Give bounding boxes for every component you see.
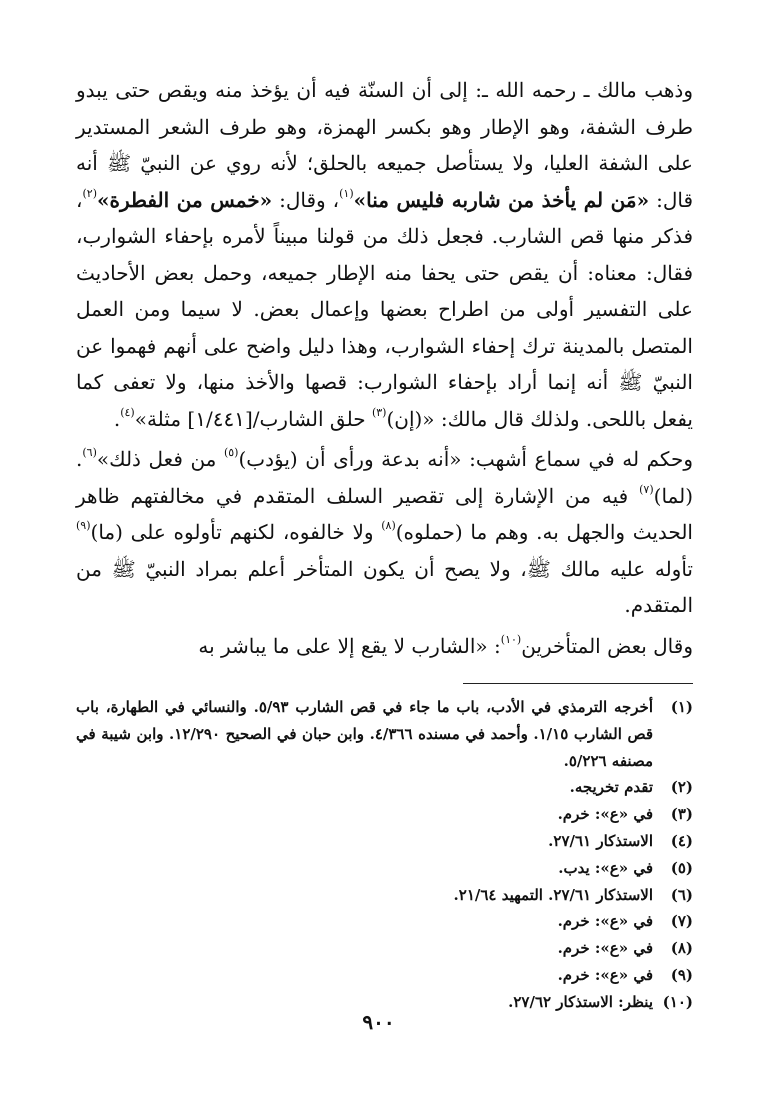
paragraph-text: تأوله عليه مالك ﷺ، ولا يصح أن يكون المتأخر أعلم بمراد النبيّ ﷺ من المتقدم. <box>76 556 693 617</box>
paragraph-text: . (لما) <box>76 447 693 508</box>
footnote-item <box>76 801 693 828</box>
footnote-text: الاستذكار ٢٧/٦١. التمهيد ٢١/٦٤. <box>453 885 653 904</box>
paragraph-text: حلق الشارب/[١/٤٤١] مثلة» <box>134 406 372 431</box>
footnote-ref[interactable]: (٤) <box>120 405 135 419</box>
body-paragraph-1 <box>76 72 693 437</box>
paragraph-text: من فعل ذلك» <box>96 447 224 471</box>
footnote-ref[interactable]: (١) <box>339 186 354 200</box>
page-content <box>76 72 693 1016</box>
paragraph-text: ولا خالفوه، لكنهم تأولوه على (ما) <box>90 520 382 544</box>
footnote-ref[interactable]: (٢) <box>82 186 97 200</box>
footnote-ref[interactable]: (٣) <box>371 405 387 419</box>
footnote-ref[interactable]: (١٠) <box>500 632 522 646</box>
footnote-ref[interactable]: (٦) <box>82 446 97 460</box>
paragraph-text: ، وقال: <box>272 187 340 212</box>
footnote-text: أخرجه الترمذي في الأدب، باب ما جاء في قص الشارب ٥/٩٣. والنسائي في الطهارة، باب قص الشارب ١/١٥. وأحمد في مسنده ٤/٣٦٦. وابن حبان في الصحيح ١٢/٢٩٠. وابن شيبة في مصنفه ٥/٢٢٦. <box>76 698 654 770</box>
footnote-ref[interactable]: (٩) <box>76 519 91 533</box>
footnote-text: تقدم تخريجه. <box>569 778 653 797</box>
footnote-number: (٥) <box>670 858 693 877</box>
footnote-text: في «ع»: خرم. <box>557 965 653 984</box>
footnote-item <box>76 855 693 882</box>
footnote-number: (٣) <box>670 805 693 824</box>
footnote-number: (٢) <box>670 778 693 797</box>
page-number: ٩٠٠ <box>362 1010 395 1034</box>
body-paragraph-3 <box>76 628 693 665</box>
footnote-number: (١٠) <box>662 992 693 1011</box>
footnote-text: ينظر: الاستذكار ٢٧/٦٢. <box>508 992 653 1011</box>
footnote-item <box>76 882 693 909</box>
footnote-text: في «ع»: خرم. <box>557 912 653 931</box>
hadith-quote: «مَن لم يأخذ من شاربه فليس منا» <box>353 187 650 212</box>
footnote-text: في «ع»: يدب. <box>558 858 653 877</box>
paragraph-text: . <box>113 406 121 431</box>
footnote-item <box>76 694 693 774</box>
paragraph-text: : «الشارب لا يقع إلا على ما يباشر به <box>198 633 501 658</box>
footnote-text: في «ع»: خرم. <box>557 939 653 958</box>
hadith-quote: «خمس من الفطرة» <box>96 187 273 212</box>
footnote-item <box>76 935 693 962</box>
footnote-text: في «ع»: خرم. <box>557 805 653 824</box>
paragraph-text: وحكم له في سماع أشهب: «أنه بدعة ورأى أن (يؤدب) <box>238 447 693 471</box>
footnote-item <box>76 828 693 855</box>
footnote-number: (٨) <box>670 939 693 958</box>
footnote-item <box>76 962 693 989</box>
footnote-number: (٦) <box>670 885 693 904</box>
footnote-ref[interactable]: (٧) <box>639 482 654 496</box>
paragraph-text: وذهب مالك ـ رحمه الله ـ: إلى أن السنّة فيه أن يؤخذ منه ويقص حتى يبدو طرف الشفة، وهو الإطار وهو بكسر الهمزة، وهو طرف الشعر المستدير على الشفة العليا، ولا يستأصل جميعه بالحلق؛ لأنه روي عن النبيّ ﷺ أنه قال: <box>76 78 693 212</box>
body-paragraph-2 <box>76 441 693 624</box>
footnote-item <box>76 908 693 935</box>
footnotes <box>76 694 693 1016</box>
footnote-ref[interactable]: (٨) <box>381 519 396 533</box>
footnote-number: (٤) <box>670 831 693 850</box>
footnote-number: (١) <box>670 698 693 716</box>
footnote-divider <box>463 683 693 684</box>
footnote-text: الاستذكار ٢٧/٦١. <box>548 831 653 850</box>
footnote-item <box>76 774 693 801</box>
footnote-ref[interactable]: (٥) <box>223 446 239 460</box>
paragraph-text: فيه من الإشارة إلى تقصير السلف المتقدم في مخالفتهم ظاهر الحديث والجهل به. وهم ما (حملوه) <box>76 483 693 544</box>
paragraph-text: ، فذكر منها قص الشارب. فجعل ذلك من قولنا مبيناً لأمره بإحفاء الشوارب، فقال: معناه: أن يقص حتى يحفا منه الإطار جميعه، وحمل بعض الأحاديث على التفسير أولى من اطراح بعضها وإعمال بعض. لا سيما ومن العمل المتصل بالمدينة ترك إحفاء الشوارب، وهذا دليل واضح على أنهم فهموا عن النبيّ ﷺ أنه إنما أراد بإحفاء الشوارب: قصها والأخذ منها، ولا تعفى كما يفعل باللحى. ولذلك قال مالك: «(إن) <box>76 187 694 431</box>
footnote-number: (٩) <box>670 965 693 984</box>
paragraph-text: وقال بعض المتأخرين <box>521 633 693 658</box>
footnote-number: (٧) <box>670 912 693 931</box>
